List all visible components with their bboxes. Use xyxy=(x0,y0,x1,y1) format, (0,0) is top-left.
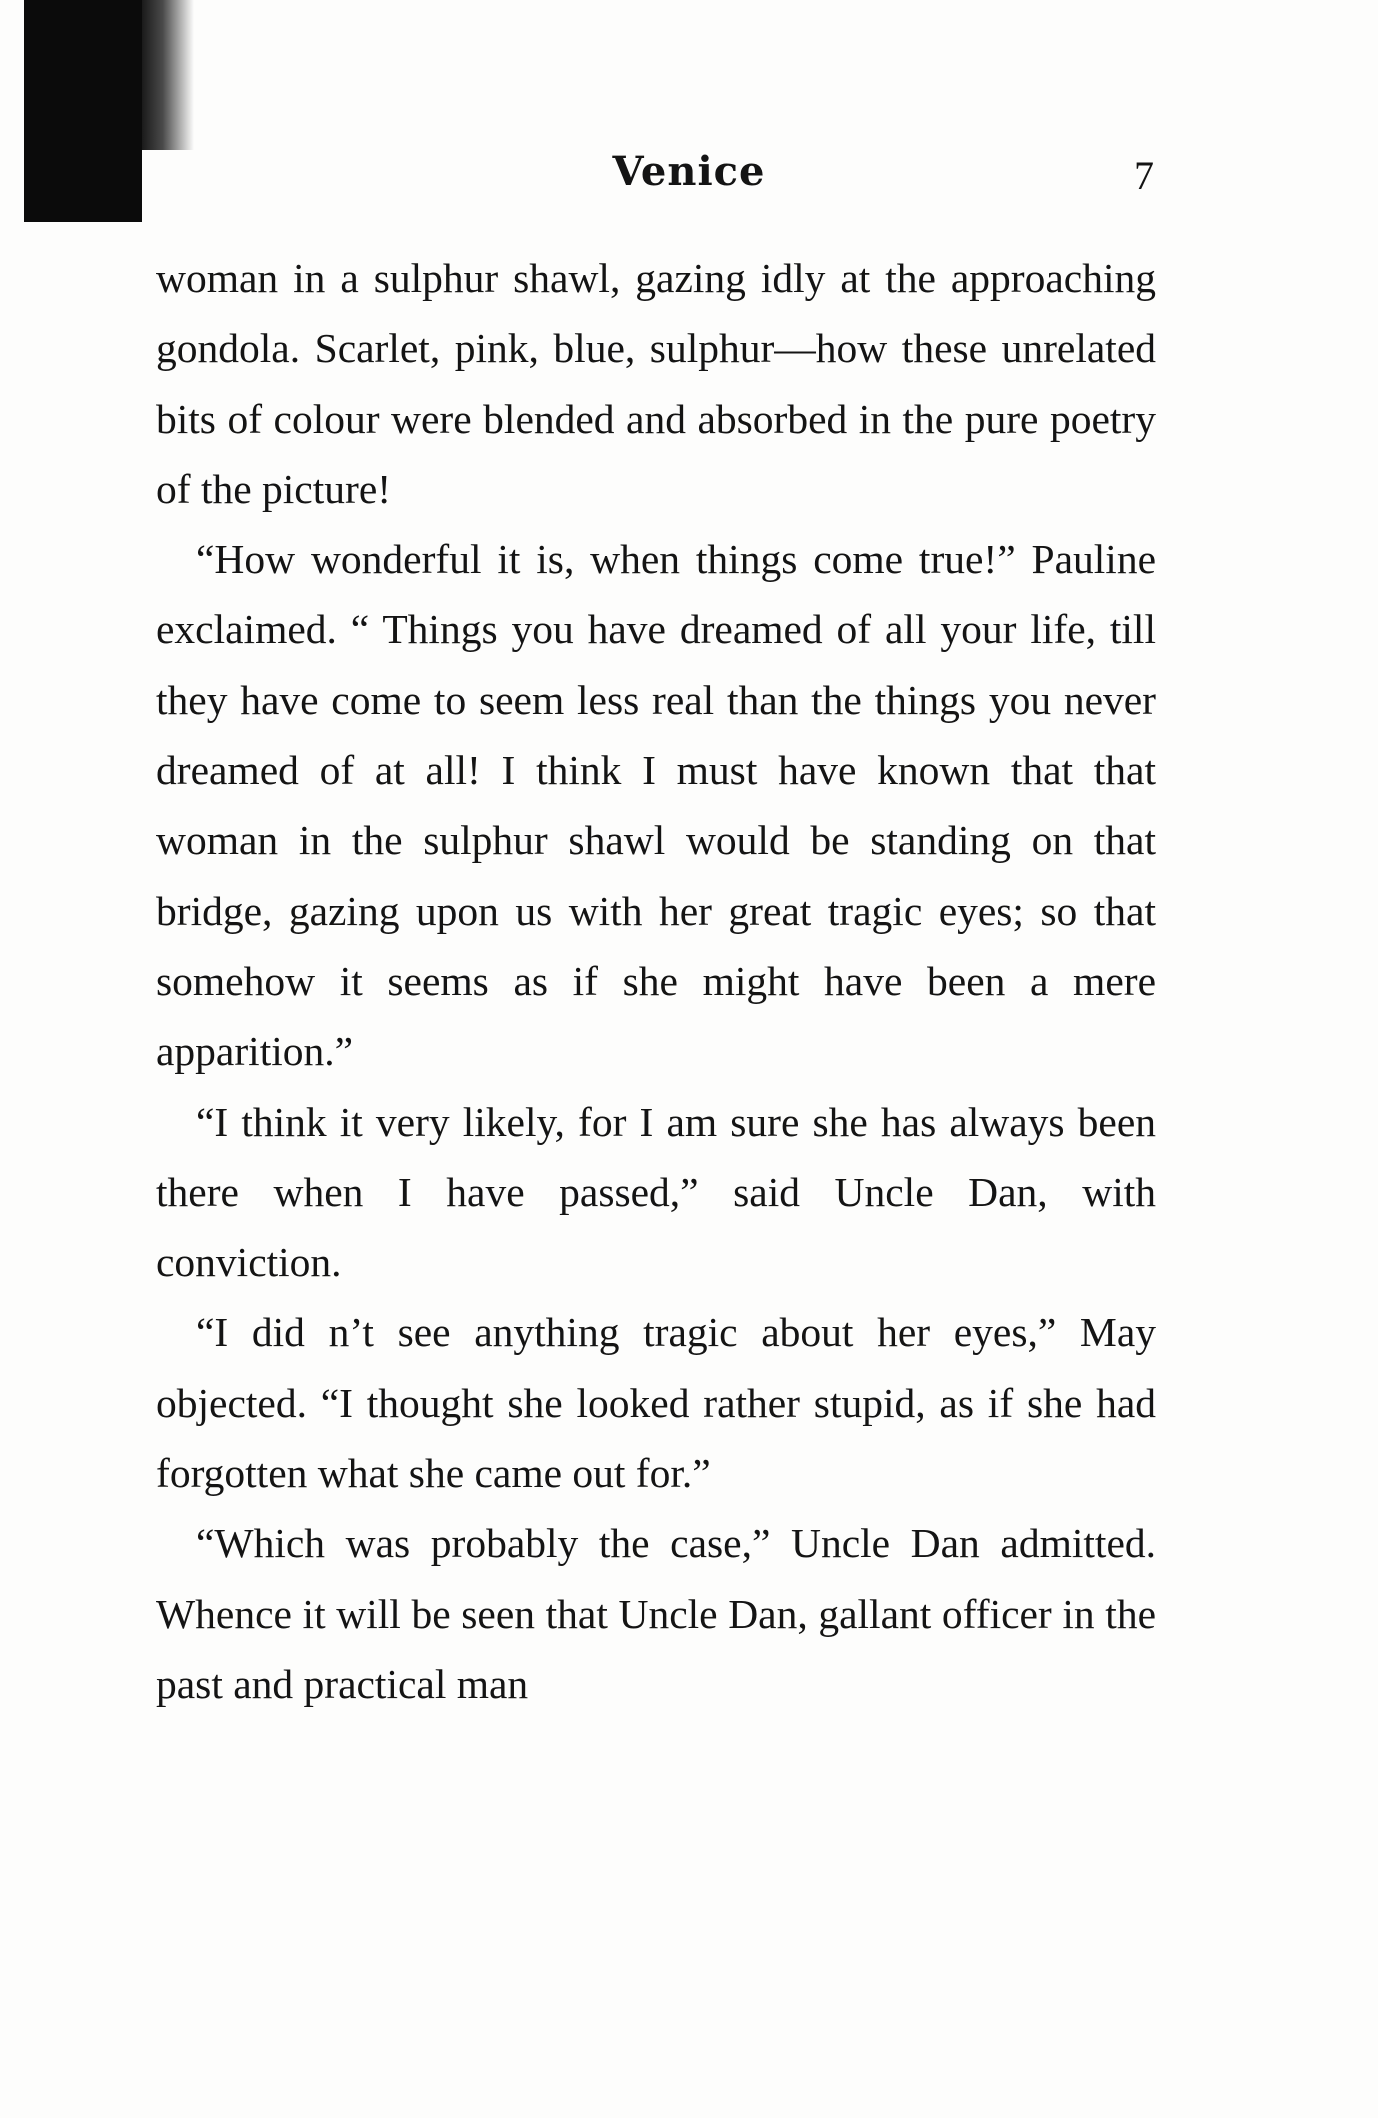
body-text xyxy=(156,243,1156,1719)
page-number: 7 xyxy=(1134,153,1154,198)
running-head-title: Venice xyxy=(612,148,766,195)
paragraph: “How wonderful it is, when things come true!” Pauline exclaimed. “ Things you have dreamed of all your life, till they have come to seem less real than the things you never dreamed of at all! I think I must have known that that woman in the sulphur shawl would be standing on that bridge, gazing upon us with her great tragic eyes; so that somehow it seems as if she might have been a mere apparition.” xyxy=(156,536,1156,1075)
paragraph: woman in a sulphur shawl, gazing idly at the approaching gondola. Scarlet, pink, blue, sulphur—how these unrelated bits of colour were blended and absorbed in the pure poetry of the picture! xyxy=(156,255,1156,512)
paragraph: “I think it very likely, for I am sure she has always been there when I have passed,” said Uncle Dan, with conviction. xyxy=(156,1098,1156,1286)
paragraph: “I did n’t see anything tragic about her eyes,” May objected. “I thought she looked rather stupid, as if she had forgotten what she came out for.” xyxy=(156,1309,1156,1497)
running-head xyxy=(0,148,1378,208)
paragraph: “Which was probably the case,” Uncle Dan admitted. Whence it will be seen that Uncle Dan, gallant officer in the past and practical man xyxy=(156,1520,1156,1707)
